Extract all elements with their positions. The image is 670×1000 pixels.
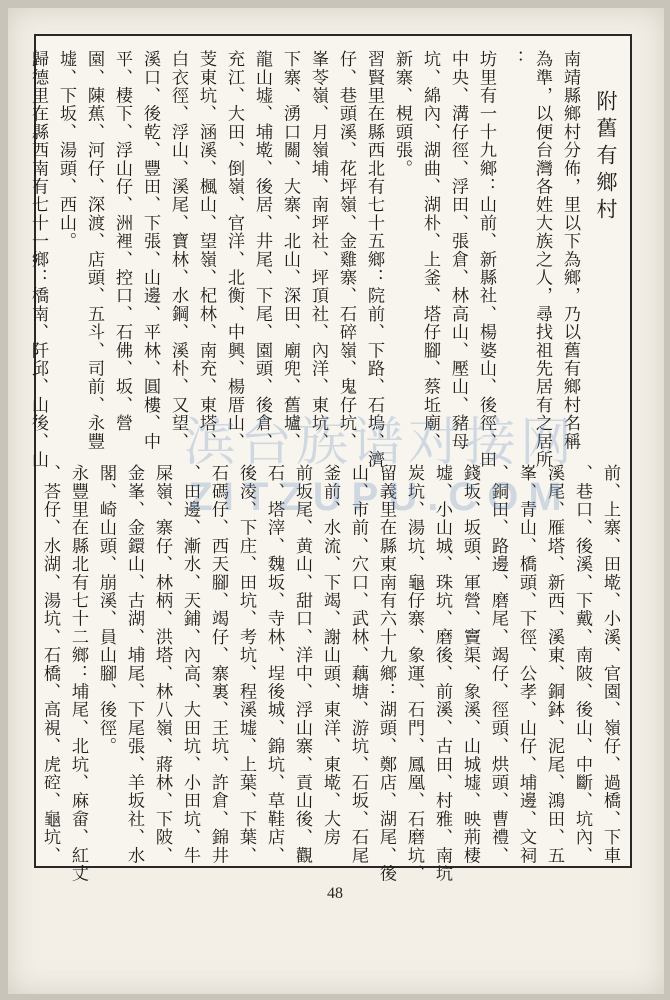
text-column: 峯苓嶺、月嶺埔、南坪社、坪頂社、內洋、東坑、 bbox=[308, 50, 328, 451]
text-column: 石、塔滓、魏坂、寺林、埕後城、錦坑、草鞋店、 bbox=[264, 464, 284, 865]
text-column: 屎嶺、寨仔、林柄、洪塔、林八嶺、蔣林、下陂、 bbox=[152, 464, 172, 865]
section-heading: 附舊有鄉村 bbox=[594, 90, 618, 225]
text-column: 坊里有一十九鄉：山前、新縣社、楊婆山、後徑、田 bbox=[476, 50, 496, 469]
text-column: 溪尾、雁塔、新西、溪東、銅鉢、泥尾、鴻田、五 bbox=[544, 464, 564, 865]
text-column: 歸德里在縣西南有七十一鄉：橋南、阡邱、山後、山 bbox=[28, 50, 48, 469]
text-column: 溪口、後乾、豐田、下張、山邊、平林、圓樓、中 bbox=[140, 50, 160, 451]
text-column: 前、上寨、田墘、小溪、官園、嶺仔、過橋、下車 bbox=[600, 464, 620, 865]
text-column: 龍山墟、埔墘、後居、井尾、下尾、園頭、後倉、 bbox=[252, 50, 272, 451]
text-column: 習賢里在縣西北有七十五鄉：院前、下路、石塢、濟 bbox=[364, 50, 384, 469]
page-number: 48 bbox=[327, 885, 343, 902]
text-column: 錢坂、坂頭、軍營、竇渠、象溪、山城墟、映荊棲 bbox=[460, 464, 480, 865]
text-column: 墟、下坂、湯頭、西山。 bbox=[56, 50, 76, 251]
watermark-chinese-text: 滨台族谱对接网 bbox=[183, 413, 576, 473]
text-column: 墟、小山城、珠坑、磨後、前溪、古田、村雅、南坑 bbox=[432, 464, 452, 883]
text-column: 金峯、金鐶山、古湖、埔尾、下尾張、羊坂社、水 bbox=[124, 464, 144, 865]
text-column: 釜前、水流、下竭、謝山頭、東洋、東墘、大房 bbox=[320, 464, 340, 847]
text-column: 、荅仔、水湖、湯坑、石橋、高視、虎硿、龜坑、 bbox=[40, 464, 60, 865]
text-column: 中央、溝仔徑、浮田、張倉、林高山、壓山、豬母 bbox=[448, 50, 468, 451]
text-column: 坑、綿內、湖曲、湖朴、上釜、塔仔腳、蔡坵廟、 bbox=[420, 50, 440, 451]
watermark-url-text: ZITZUPU.COM bbox=[188, 475, 572, 519]
text-column: 永豐里在縣北有七十二鄉：埔尾、北坑、麻畲、紅丈 bbox=[68, 464, 88, 883]
text-column: 閣、崎山頭、崩溪、員山腳、後徑。 bbox=[96, 464, 116, 756]
text-column: 白衣徑、浮山、溪尾、寶林、水鋼、溪朴、又望、 bbox=[168, 50, 188, 451]
text-column: 南靖縣鄉村分佈，里以下為鄉，乃以舊有鄉村名稱 bbox=[560, 50, 580, 451]
text-column: 新寨、梘頭張。 bbox=[392, 50, 412, 178]
text-column: 、巷口、後溪、下戴、南陂、後山、中斷、坑內、 bbox=[572, 464, 592, 865]
text-column: 芰東坑、涵溪、楓山、望嶺、杞林、南充、東塔、 bbox=[196, 50, 216, 451]
text-column: 峯、青山、橋頭、下徑、公孝、山仔、埔邊、文祠 bbox=[516, 464, 536, 865]
text-column: 充江、大田、倒嶺、官洋、北衡、中興、楊厝山、 bbox=[224, 50, 244, 451]
top-text-block bbox=[28, 50, 630, 469]
text-column: 石碼仔、西天腳、竭仔、寨裏、王坑、許倉、錦井 bbox=[208, 464, 228, 865]
text-column: ： bbox=[504, 50, 524, 69]
text-column: 、田邊、漸水、天鋪、內高、大田坑、小田坑、牛 bbox=[180, 464, 200, 865]
text-column: 後淩、下庄、田坑、考坑、程溪墟、上葉、下葉、 bbox=[236, 464, 256, 865]
text-column: 為準，以便台灣各姓大族之人，尋找祖先居有之居所 bbox=[532, 50, 552, 469]
text-column: 山、市前、穴口、武林、藕塘、游坑、石坂、石尾 bbox=[348, 464, 368, 865]
text-column: 炭坑、湯坑、龜仔寨、象運、石門、鳳凰、石磨坑、 bbox=[404, 464, 424, 883]
text-column: 前坂尾、黄山、甜口、洋中、浮山寨、貢山後、觀 bbox=[292, 464, 312, 865]
text-column: 平、棲下、浮山仔、洲裡、控口、石佛、坂、營 bbox=[112, 50, 132, 433]
text-column: 園、陳蕉、河仔、深渡、店頭、五斗、司前、永豐 bbox=[84, 50, 104, 451]
text-column: 、銅田、路邊、磨尾、竭仔、徑頭、烘頭、曹禮、 bbox=[488, 464, 508, 865]
text-column: 仔、巷頭溪、花坪嶺、金雞寨、石碎嶺、鬼仔坑、 bbox=[336, 50, 356, 451]
text-frame bbox=[28, 34, 632, 883]
text-column: 留義里在縣東南有六十九鄉：湖頭、鄭店、湖尾、後 bbox=[376, 464, 396, 883]
text-column: 下寨、湧口關、大寨、北山、深田、廟兜、舊壚、 bbox=[280, 50, 300, 451]
bottom-text-block bbox=[36, 464, 630, 883]
